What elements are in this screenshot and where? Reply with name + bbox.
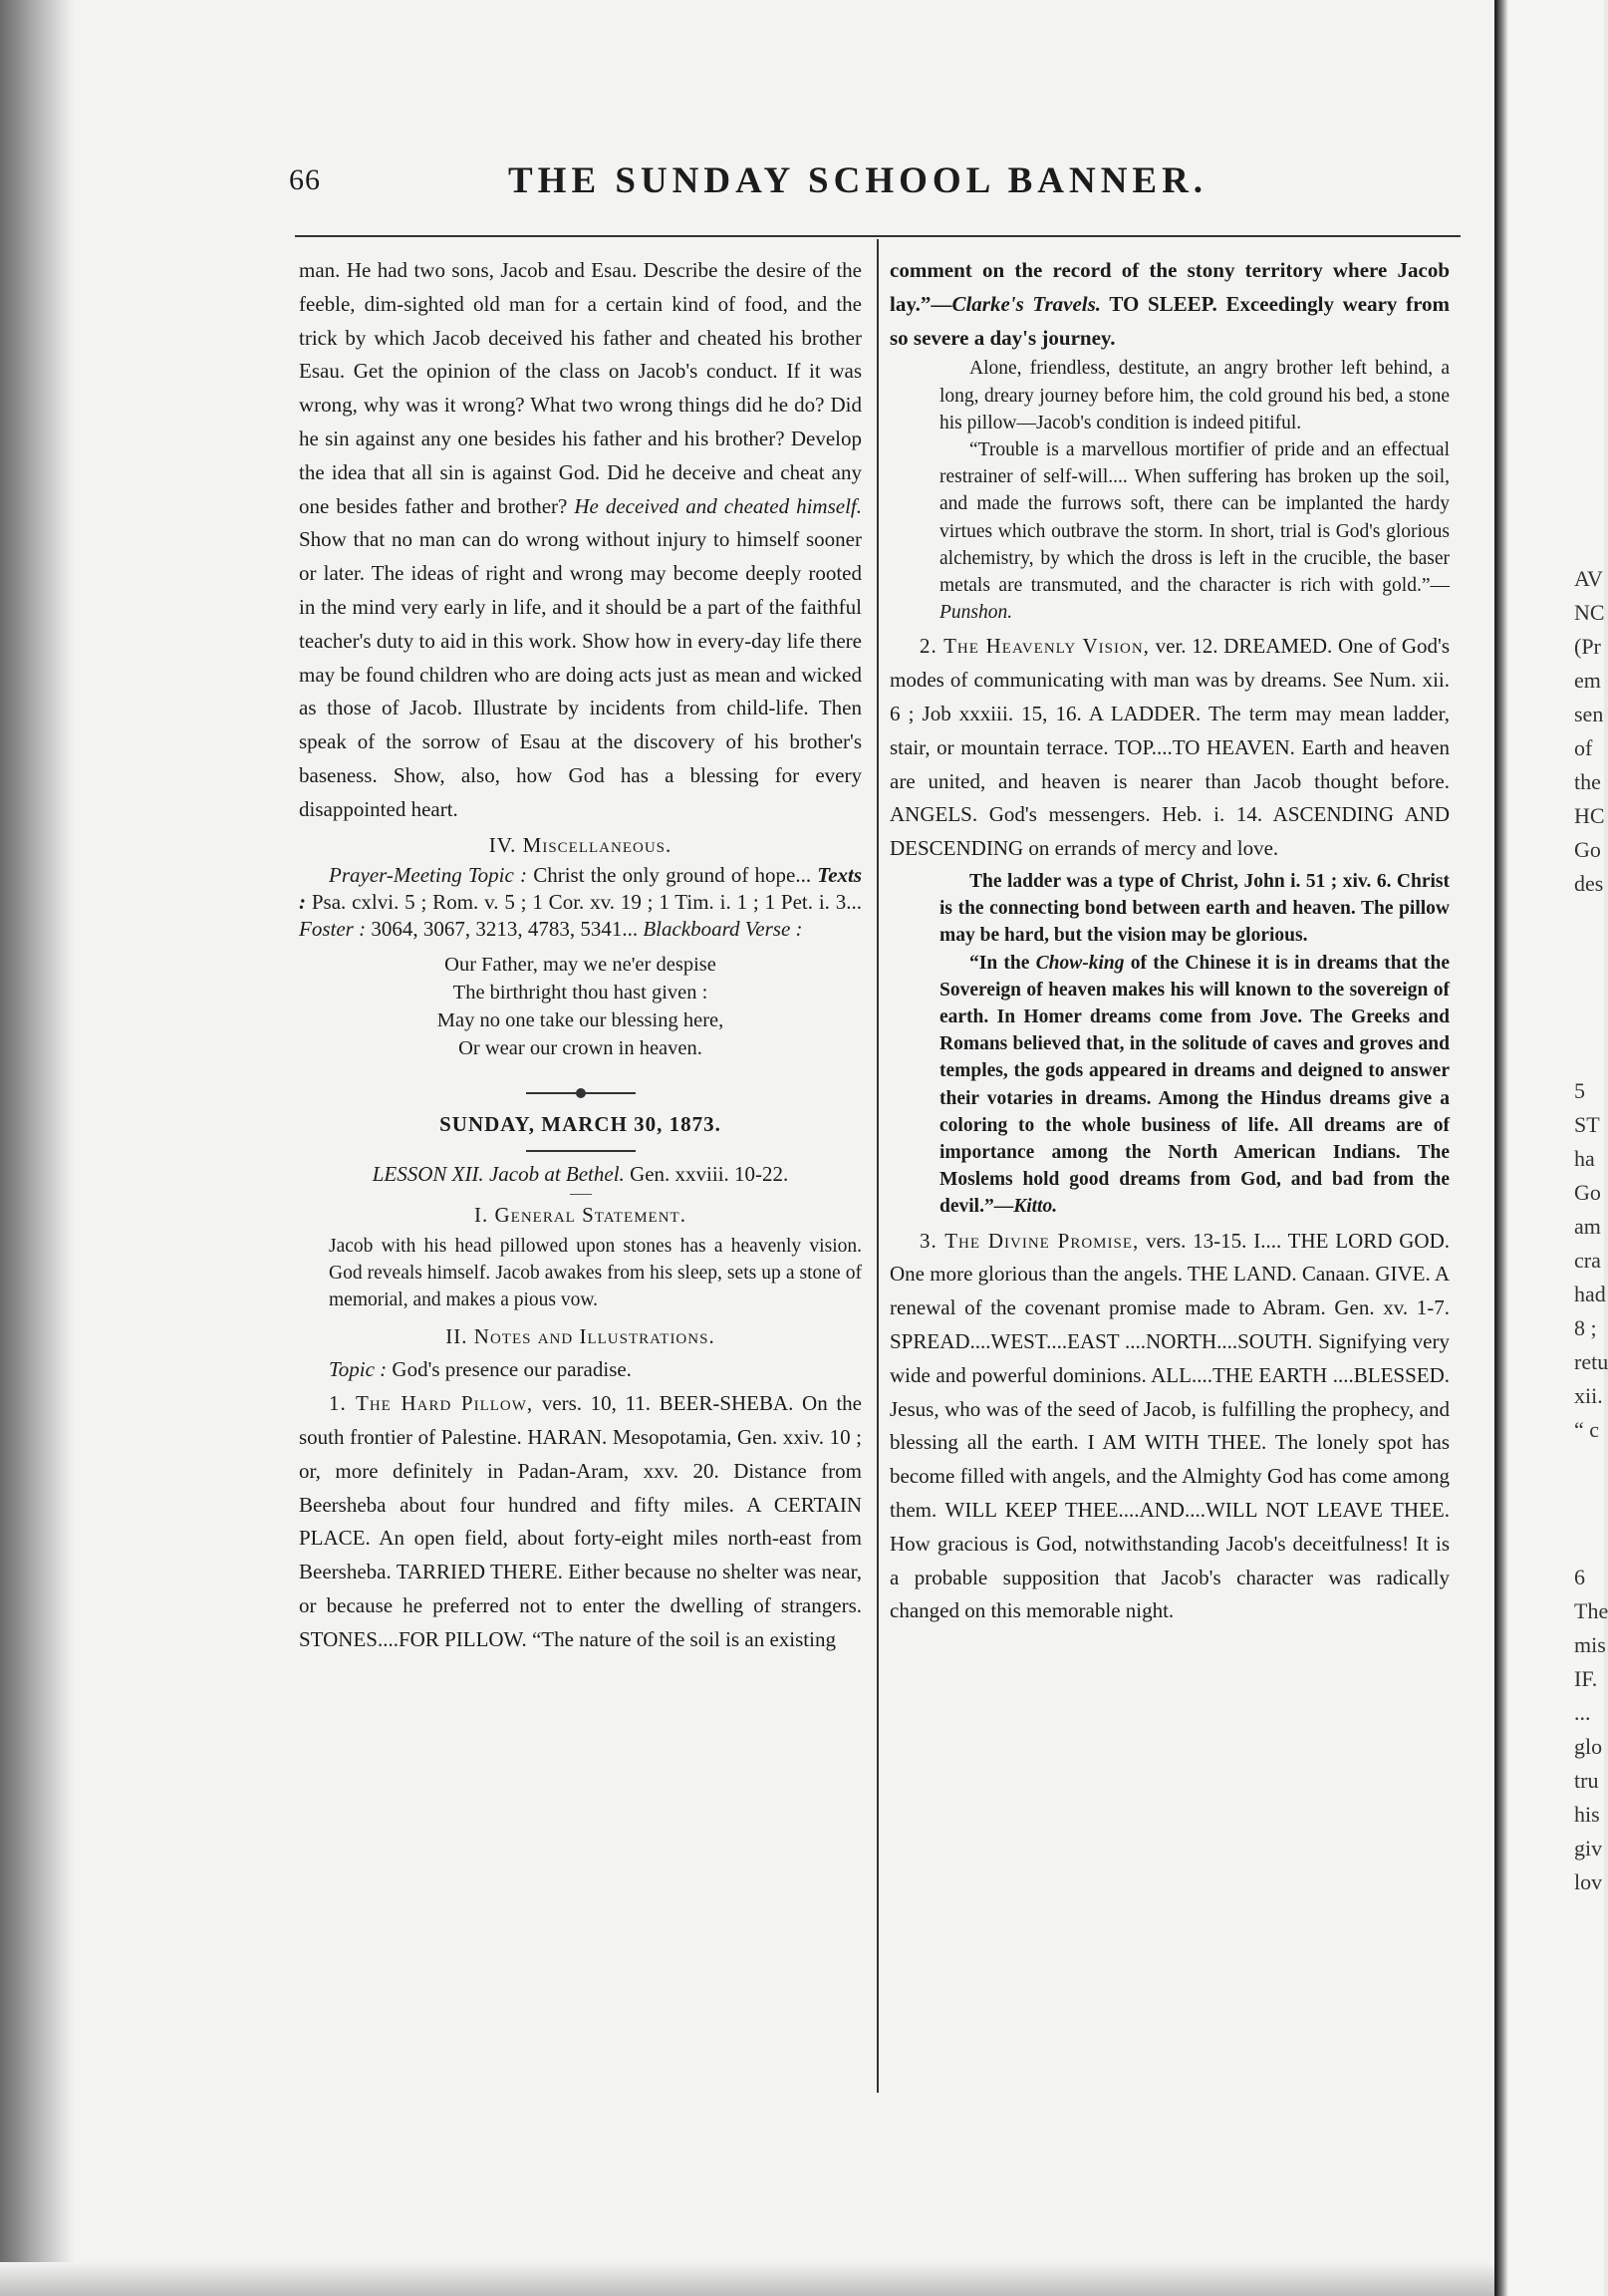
adjacent-page-fragment: ... [1574, 1700, 1591, 1725]
continuation-citation: Clarke's Travels. [951, 291, 1102, 316]
general-heading: I. General Statement. [474, 1203, 686, 1228]
adjacent-page-fragment: NC [1574, 600, 1605, 625]
intro-rest: Show that no man can do wrong without injury to himself sooner or later. The ideas of right and wrong may become deeply rooted in the mind very early in life, and it should be a part of the faithful teacher's duty to aid in this work. Show how in every-day life there may be found children who are doing acts just as mean and wicked as those of Jacob. Illustrate by incidents from child-life. Then speak of the sorrow of Esau at the discovery of his brother's baseness. Show, also, how God has a blessing for every disappointed heart. [299, 527, 862, 821]
adjacent-page-fragment: retu [1574, 1349, 1608, 1374]
quote-trouble-citation: Punshon. [939, 602, 1013, 624]
quote-dreams-italic: Chow-king [1035, 952, 1125, 974]
adjacent-page-fragment: lov [1574, 1869, 1603, 1894]
texts: Psa. cxlvi. 5 ; Rom. v. 5 ; 1 Cor. xv. 19 ; 1 Tim. i. 1 ; 1 Pet. i. 3... [311, 890, 863, 915]
adjacent-page-fragment: tru [1574, 1768, 1599, 1793]
quote-dreams-citation: Kitto. [1013, 1196, 1058, 1218]
prayer-topic: Christ the only ground of hope... [533, 863, 812, 888]
quote-trouble-text: “Trouble is a marvellous mortifier of pride and an effectual restrainer of self-will.... When suffering has broken up the soil, and made the furrows soft, there can be implanted the hardy virtues which outbrave the storm. In short, trial is God's glorious alchemistry, by which the dross is left in the crucible, the baser metals are transmuted, and the character is rich with gold.”— [939, 439, 1450, 597]
adjacent-page-fragment: The [1574, 1598, 1608, 1623]
binding-shadow [0, 0, 75, 2296]
topic-text: God's presence our paradise. [392, 1357, 632, 1382]
intro-italic: He deceived and cheated himself. [574, 493, 862, 518]
note-1-text: vers. 10, 11. BEER-SHEBA. On the south frontier of Palestine. HARAN. Mesopotamia, Gen. xxiv. 10 ; or, more definitely in Padan-Aram, xxv. 20. Distance from Beersheba about four hundred and fifty miles. A CERTAIN PLACE. An open field, about forty-eight miles north-east from Beersheba. TARRIED THERE. Either because no shelter was near, or because he preferred not to enter the dwelling of strangers. STONES....FOR PILLOW. “The nature of the soil is an existing [299, 1391, 862, 1651]
adjacent-page-fragment: 5 [1574, 1078, 1585, 1103]
foster-numbers: 3064, 3067, 3213, 4783, 5341... [371, 917, 639, 942]
prayer-label: Prayer-Meeting Topic : [329, 863, 527, 888]
heading-rule [526, 1150, 636, 1152]
quote-dreams [939, 950, 1450, 1221]
adjacent-page-fragment: cra [1574, 1248, 1601, 1273]
lesson-label: LESSON XII. [372, 1162, 484, 1187]
note-1 [299, 1387, 862, 1656]
note-3 [890, 1225, 1450, 1629]
adjacent-page-fragment: AV [1574, 566, 1603, 591]
sunday-heading: SUNDAY, MARCH 30, 1873. [439, 1112, 721, 1137]
column-divider [877, 239, 879, 2093]
adjacent-page-fragment: 8 ; [1574, 1315, 1597, 1340]
left-column [299, 254, 862, 1657]
adjacent-page-fragment: HC [1574, 803, 1605, 828]
adjacent-page-fragment: had [1574, 1282, 1606, 1306]
adjacent-page-fragment: em [1574, 668, 1601, 693]
topic-line [299, 1353, 862, 1387]
adjacent-page-fragment: “ c [1574, 1417, 1600, 1442]
section-divider [526, 1092, 636, 1094]
note-3-text: vers. 13-15. I.... THE LORD GOD. One more glorious than the angels. THE LAND. Canaan. GIVE. A renewal of the covenant promise made to Abram. Gen. xv. 1-7. SPREAD....WEST....EAST ....NORTH....SOUTH. Signifying very wide and powerful dominions. ALL....THE EARTH ....BLESSED. Jesus, who was of the seed of Jacob, is fulfilling the prophecy, and blessing all the earth. I AM WITH THEE. The lonely spot has become filled with angels, and the Almighty God has come among them. WILL KEEP THEE....AND....WILL NOT LEAVE THEE. How gracious is God, notwithstanding Jacob's deceitfulness! It is a probable supposition that Jacob's character was radically changed on this memorable night. [890, 1228, 1451, 1623]
quote-alone: Alone, friendless, destitute, an angry brother left behind, a long, dreary journey before him, the cold ground his bed, a stone his pillow—Jacob's condition is indeed pitiful. [939, 358, 1450, 433]
general-statement: Jacob with his head pillowed upon stones has a heavenly vision. God reveals himself. Jacob awakes from his sleep, sets up a stone of memorial, and makes a pious vow. [329, 1235, 862, 1311]
running-title: THE SUNDAY SCHOOL BANNER. [508, 160, 1208, 201]
quote-dreams-text: of the Chinese it is in dreams that the Sovereign of heaven makes his will known to the sovereign of earth. In Homer dreams come from Jove. The Greeks and Romans believed that, in the solitude of caves and groves and temples, the gods appeared in dreams and deigned to answer their votaries in dreams. Among the Hindus dreams give a coloring to the whole business of life. All dreams are of importance among the North American Indians. The Moslems hold good dreams from God, and bad from the devil.”— [939, 952, 1451, 1218]
right-column [890, 254, 1450, 1628]
lesson-title: Jacob at Bethel. [488, 1162, 625, 1187]
page-bottom-shadow [0, 2262, 1494, 2296]
topic-label: Topic : [329, 1357, 388, 1382]
note-3-label: 3. The Divine Promise, [920, 1228, 1140, 1253]
blackboard-label: Blackboard Verse : [643, 917, 803, 942]
adjacent-page-shadow [1496, 0, 1508, 2296]
adjacent-page-fragment: Go [1574, 837, 1601, 862]
note-2 [890, 630, 1450, 866]
poem-line: The birthright thou hast given : [452, 982, 708, 1004]
adjacent-page-fragment: IF. [1574, 1666, 1598, 1691]
quote-ladder: The ladder was a type of Christ, John i. 51 ; xiv. 6. Christ is the connecting bond between earth and heaven. The pillow may be hard, but the vision may be glorious. [939, 871, 1450, 947]
poem-line: May no one take our blessing here, [436, 1009, 724, 1032]
adjacent-page-fragment: giv [1574, 1836, 1603, 1861]
adjacent-page-fragment: (Pr [1574, 634, 1601, 659]
quote-dreams-start: “In the [969, 952, 1030, 974]
page-header [289, 157, 1285, 205]
continuation-rest: TO SLEEP. Exceedingly weary from so severe a day's journey. [890, 291, 1451, 350]
poem-line: Or wear our crown in heaven. [458, 1037, 702, 1060]
continuation-text: comment on the record of the stony territory where Jacob lay.”— [890, 258, 1450, 316]
adjacent-page-fragment: am [1574, 1214, 1601, 1239]
adjacent-page-fragment: ST [1574, 1112, 1600, 1137]
prayer-meeting [299, 862, 862, 943]
lesson-line [299, 1160, 862, 1188]
intro-paragraph [299, 254, 862, 827]
adjacent-page-strip [1494, 0, 1608, 2296]
header-rule [295, 235, 1461, 237]
quote-trouble [939, 436, 1450, 626]
adjacent-page-fragment: des [1574, 871, 1604, 896]
misc-heading: IV. Miscellaneous. [488, 832, 672, 857]
intro-text: man. He had two sons, Jacob and Esau. Describe the desire of the feeble, dim-sighted old man for a certain kind of food, and the trick by which Jacob deceived his father and cheated his brother Esau. Get the opinion of the class on Jacob's conduct. If it was wrong, why was it wrong? What two wrong things did he do? Did he sin against any one besides his father and his brother? Develop the idea that all sin is against God. Did he deceive and cheat any one besides father and brother? [299, 258, 862, 518]
notes-heading: II. Notes and Illustrations. [445, 1323, 715, 1348]
adjacent-page-fragment: sen [1574, 702, 1604, 726]
adjacent-page-fragment: mis [1574, 1632, 1606, 1657]
adjacent-page-fragment: the [1574, 769, 1601, 794]
adjacent-page-fragment: glo [1574, 1734, 1603, 1759]
note-2-label: 2. The Heavenly Vision, [920, 634, 1150, 659]
page-number: 66 [289, 163, 321, 196]
adjacent-page-fragment: his [1574, 1802, 1600, 1827]
adjacent-page-fragment: Go [1574, 1180, 1601, 1205]
adjacent-page-fragment: of [1574, 735, 1593, 760]
note-2-text: ver. 12. DREAMED. One of God's modes of communicating with man was by dreams. See Num. xii. 6 ; Job xxxiii. 15, 16. A LADDER. The term may mean ladder, stair, or mountain terrace. TOP....TO HEAVEN. Earth and heaven are united, and heaven is nearer than Jacob thought before. ANGELS. God's messengers. Heb. i. 14. ASCENDING AND DESCENDING on errands of mercy and love. [890, 634, 1451, 861]
texts-label: Texts : [299, 863, 863, 915]
adjacent-page-fragment: xii. [1574, 1383, 1603, 1408]
poem-line: Our Father, may we ne'er despise [444, 954, 716, 977]
lesson-reference: Gen. xxviii. 10-22. [630, 1162, 789, 1187]
blackboard-verse [299, 951, 862, 1062]
adjacent-page-fragment: 6 [1574, 1565, 1585, 1589]
note-1-label: 1. The Hard Pillow, [329, 1391, 534, 1416]
foster-label: Foster : [299, 917, 367, 942]
adjacent-page-fragment: ha [1574, 1146, 1595, 1171]
tiny-rule [570, 1194, 592, 1195]
continuation-paragraph [890, 254, 1450, 355]
